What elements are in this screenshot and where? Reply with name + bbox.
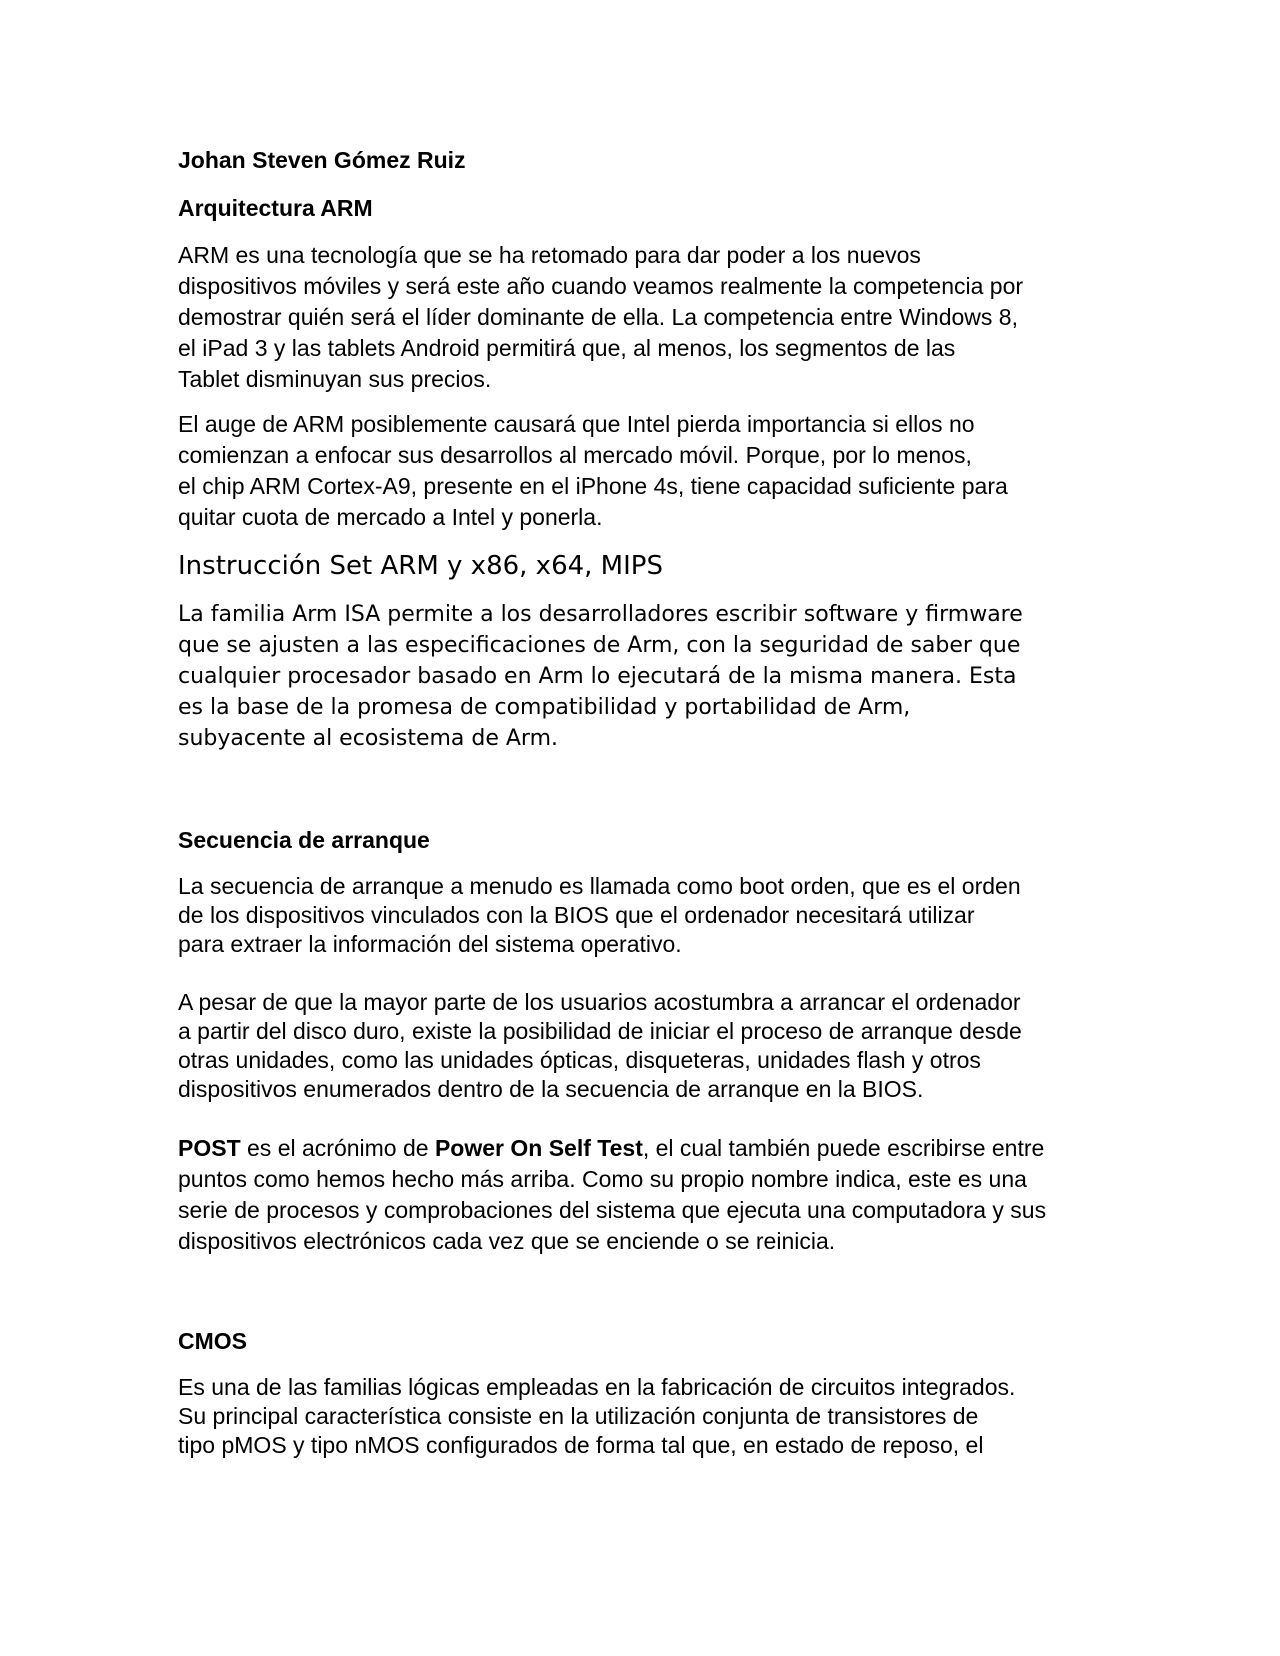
paragraph-boot-order [178,872,1118,959]
paragraph-cmos [178,1373,1118,1460]
text-line: El auge de ARM posiblemente causará que Intel pierda importancia si ellos no [178,411,975,437]
text-line: ARM es una tecnología que se ha retomado para dar poder a los nuevos [178,242,921,268]
text-line: La familia Arm ISA permite a los desarrolladores escribir software y firmware [178,602,1023,627]
text-line: cualquier procesador basado en Arm lo ejecutará de la misma manera. Esta [178,664,1017,689]
paragraph-boot-devices [178,988,1118,1104]
text-span: es el acrónimo de [240,1135,435,1161]
text-line: Tablet disminuyan sus precios. [178,366,492,392]
text-line: de los dispositivos vinculados con la BIOS que el ordenador necesitará utilizar [178,902,975,928]
text-line: demostrar quién será el líder dominante de ella. La competencia entre Windows 8, [178,304,1018,330]
text-line: quitar cuota de mercado a Intel y ponerla. [178,504,603,530]
text-span: , el cual también puede escribirse entre [642,1135,1045,1161]
section-heading-secuencia-arranque: Secuencia de arranque [178,827,430,853]
text-line: serie de procesos y comprobaciones del sistema que ejecuta una computadora y sus [178,1197,1047,1223]
section-heading-arquitectura-arm: Arquitectura ARM [178,195,373,221]
text-line: A pesar de que la mayor parte de los usuarios acostumbra a arrancar el ordenador [178,989,1021,1015]
text-line: dispositivos electrónicos cada vez que se enciende o se reinicia. [178,1228,836,1254]
text-line: Su principal característica consiste en la utilización conjunta de transistores de [178,1403,979,1429]
text-line: subyacente al ecosistema de Arm. [178,726,559,751]
document-page [178,146,1118,1460]
text-line: otras unidades, como las unidades ópticas, disqueteras, unidades flash y otros [178,1047,981,1073]
paragraph-arm-auge [178,409,1118,533]
section-heading-instruccion-set: Instrucción Set ARM y x86, x64, MIPS [178,551,663,581]
text-line: el chip ARM Cortex-A9, presente en el iPhone 4s, tiene capacidad suficiente para [178,473,1008,499]
text-line: que se ajusten a las especificaciones de Arm, con la seguridad de saber que [178,633,1021,658]
term-power-on-self-test: Power On Self Test [434,1135,643,1161]
text-line: a partir del disco duro, existe la posibilidad de iniciar el proceso de arranque desde [178,1018,1022,1044]
text-line: el iPad 3 y las tablets Android permitirá que, al menos, los segmentos de las [178,335,956,361]
text-line: es la base de la promesa de compatibilidad y portabilidad de Arm, [178,695,911,720]
text-line: tipo pMOS y tipo nMOS configurados de forma tal que, en estado de reposo, el [178,1432,984,1458]
term-post: POST [178,1135,241,1161]
text-line: La secuencia de arranque a menudo es llamada como boot orden, que es el orden [178,873,1021,899]
text-line [178,1133,1118,1164]
paragraph-post [178,1133,1118,1257]
text-line: dispositivos enumerados dentro de la secuencia de arranque en la BIOS. [178,1076,924,1102]
section-heading-cmos: CMOS [178,1328,247,1354]
text-line: dispositivos móviles y será este año cuando veamos realmente la competencia por [178,273,1024,299]
text-line: puntos como hemos hecho más arriba. Como su propio nombre indica, este es una [178,1166,1027,1192]
text-line: comienzan a enfocar sus desarrollos al mercado móvil. Porque, por lo menos, [178,442,972,468]
author-name: Johan Steven Gómez Ruiz [178,147,466,173]
paragraph-arm-isa [178,599,1118,754]
paragraph-arm-intro [178,240,1118,395]
text-line: Es una de las familias lógicas empleadas en la fabricación de circuitos integrados. [178,1374,1016,1400]
text-line: para extraer la información del sistema operativo. [178,931,682,957]
